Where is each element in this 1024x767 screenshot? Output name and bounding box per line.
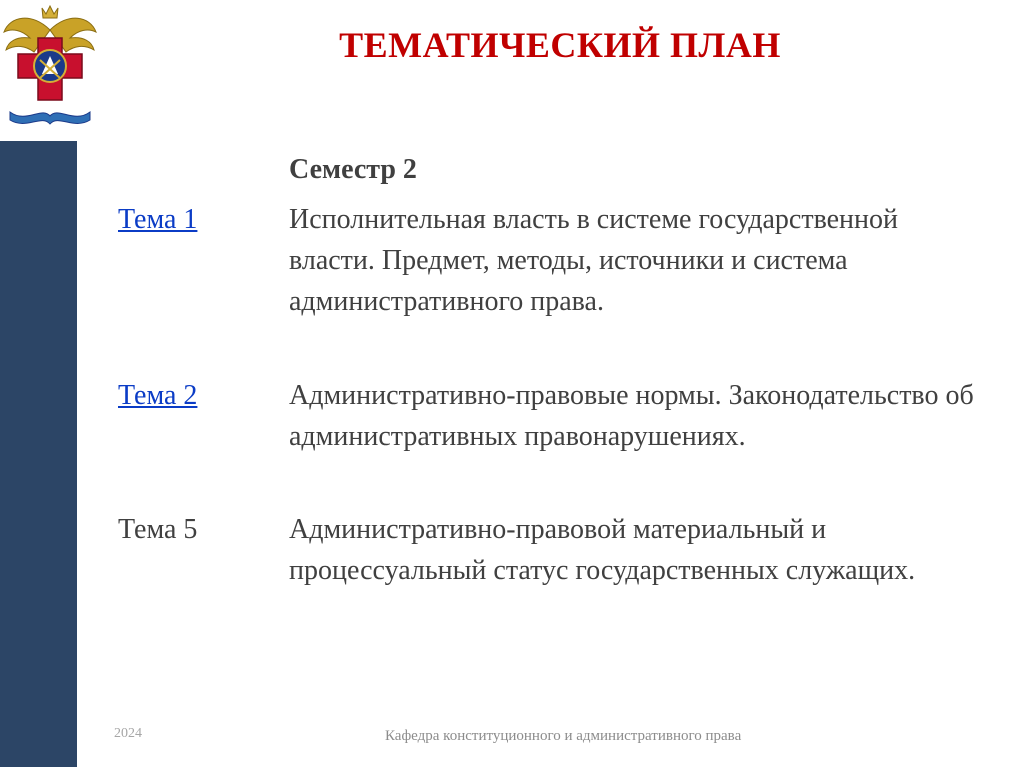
footer-year: 2024: [114, 726, 142, 741]
eagle-emblem-icon: [2, 2, 98, 130]
topic-description: Исполнительная власть в системе государственной власти. Предмет, методы, источники и система административного права.: [289, 204, 899, 317]
topic-label: Тема 5: [118, 514, 198, 545]
slide-title: ТЕМАТИЧЕСКИЙ ПЛАН: [339, 25, 781, 65]
topic-link[interactable]: Тема 2: [118, 380, 198, 411]
sidebar-band: [0, 141, 77, 767]
topic-link[interactable]: Тема 1: [118, 204, 198, 235]
topic-description: Административно-правовые нормы. Законодательство об административных правонарушениях.: [289, 380, 974, 452]
topic-description: Административно-правовой материальный и процессуальный статус государственных служащих.: [289, 514, 916, 586]
footer-department: Кафедра конституционного и административного права: [385, 728, 742, 744]
semester-heading: Семестр 2: [289, 154, 417, 185]
